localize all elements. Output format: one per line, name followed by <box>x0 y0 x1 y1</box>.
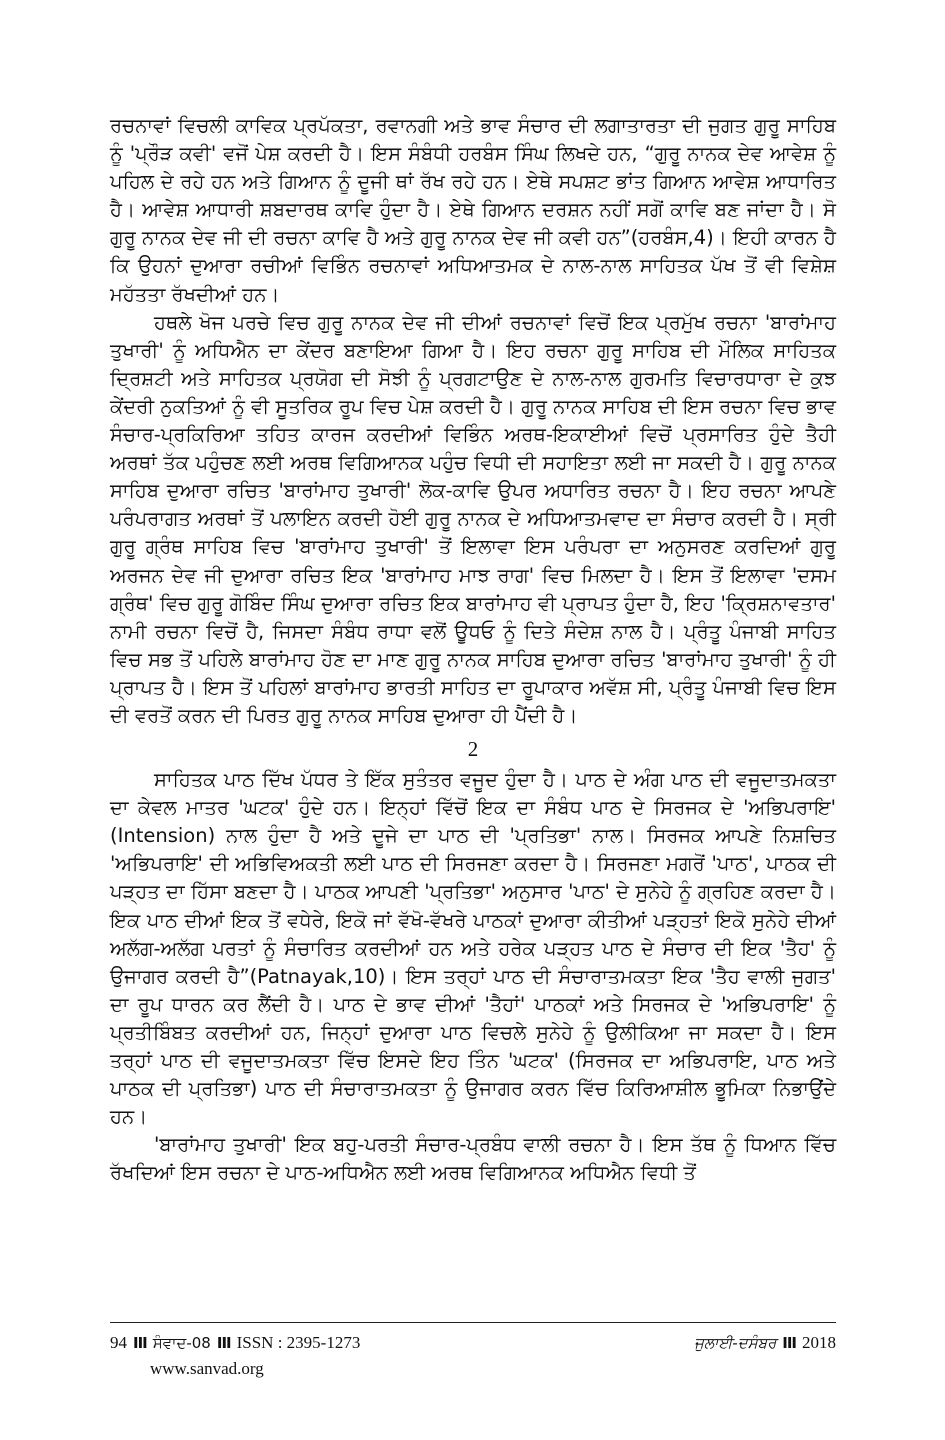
paragraph-baramah-method: 'ਬਾਰਾਂਮਾਹ ਤੁਖਾਰੀ' ਇਕ ਬਹੁ-ਪਰਤੀ ਸੰਚਾਰ-ਪ੍ਰਬੰਧ ਵਾਲੀ ਰਚਨਾ ਹੈ। ਇਸ ਤੱਥ ਨੂੰ ਧਿਆਨ ਵਿੱਚ ਰੱਖਦਿਆਂ ਇਸ ਰਚਨਾ ਦੇ ਪਾਠ-ਅਧਿਐਨ ਲਈ ਅਰਥ ਵਿਗਿਆਨਕ ਅਧਿਐਨ ਵਿਧੀ ਤੋਂ <box>110 1133 836 1185</box>
separator-bars: III <box>133 1334 147 1352</box>
issn: ISSN : 2395-1273 <box>236 1333 361 1352</box>
paragraph-text-theory: ਸਾਹਿਤਕ ਪਾਠ ਦਿੱਖ ਪੱਧਰ ਤੇ ਇੱਕ ਸੁਤੰਤਰ ਵਜੂਦ ਹੁੰਦਾ ਹੈ। ਪਾਠ ਦੇ ਅੰਗ ਪਾਠ ਦੀ ਵਜੂਦਾਤਮਕਤਾ ਦਾ ਕੇਵਲ ਮਾਤਰ 'ਘਟਕ' ਹੁੰਦੇ ਹਨ। ਇਨ੍ਹਾਂ ਵਿੱਚੋਂ ਇਕ ਦਾ ਸੰਬੰਧ ਪਾਠ ਦੇ ਸਿਰਜਕ ਦੇ 'ਅਭਿਪਰਾਇ' (Intension) ਨਾਲ ਹੁੰਦਾ ਹੈ ਅਤੇ ਦੂਜੇ ਦਾ ਪਾਠ ਦੀ 'ਪ੍ਰਤਿਭਾ' ਨਾਲ। ਸਿਰਜਕ ਆਪਣੇ ਨਿਸ਼ਚਿਤ 'ਅਭਿਪਰਾਇ' ਦੀ ਅਭਿਵਿਅਕਤੀ ਲਈ ਪਾਠ ਦੀ ਸਿਰਜਣਾ ਕਰਦਾ ਹੈ। ਸਿਰਜਣਾ ਮਗਰੋਂ 'ਪਾਠ', ਪਾਠਕ ਦੀ ਪੜ੍ਹਤ ਦਾ ਹਿੱਸਾ ਬਣਦਾ ਹੈ। ਪਾਠਕ ਆਪਣੀ 'ਪ੍ਰਤਿਭਾ' ਅਨੁਸਾਰ 'ਪਾਠ' ਦੇ ਸੁਨੇਹੇ ਨੂੰ ਗ੍ਰਹਿਣ ਕਰਦਾ ਹੈ। ਇਕ ਪਾਠ ਦੀਆਂ ਇਕ ਤੋਂ ਵਧੇਰੇ, ਇਕੋ ਜਾਂ ਵੱਖੋ-ਵੱਖਰੇ ਪਾਠਕਾਂ ਦੁਆਰਾ ਕੀਤੀਆਂ ਪੜ੍ਹਤਾਂ ਇਕੋ ਸੁਨੇਹੇ ਦੀਆਂ ਅਲੱਗ-ਅਲੱਗ ਪਰਤਾਂ ਨੂੰ ਸੰਚਾਰਿਤ ਕਰਦੀਆਂ ਹਨ ਅਤੇ ਹਰੇਕ ਪੜ੍ਹਤ ਪਾਠ ਦੇ ਸੰਚਾਰ ਦੀ ਇਕ 'ਤੈਹ' ਨੂੰ ਉਜਾਗਰ ਕਰਦੀ ਹੈ”(Patnayak,10)। ਇਸ ਤਰ੍ਹਾਂ ਪਾਠ ਦੀ ਸੰਚਾਰਾਤਮਕਤਾ ਇਕ 'ਤੈਹ ਵਾਲੀ ਜੁਗਤ' ਦਾ ਰੂਪ ਧਾਰਨ ਕਰ ਲੈਂਦੀ ਹੈ। ਪਾਠ ਦੇ ਭਾਵ ਦੀਆਂ 'ਤੈਹਾਂ' ਪਾਠਕਾਂ ਅਤੇ ਸਿਰਜਕ ਦੇ 'ਅਭਿਪਰਾਇ' ਨੂੰ ਪ੍ਰਤੀਬਿੰਬਤ ਕਰਦੀਆਂ ਹਨ, ਜਿਨ੍ਹਾਂ ਦੁਆਰਾ ਪਾਠ ਵਿਚਲੇ ਸੁਨੇਹੇ ਨੂੰ ਉਲੀਕਿਆ ਜਾ ਸਕਦਾ ਹੈ। ਇਸ ਤਰ੍ਹਾਂ ਪਾਠ ਦੀ ਵਜੂਦਾਤਮਕਤਾ ਵਿੱਚ ਇਸਦੇ ਇਹ ਤਿੰਨ 'ਘਟਕ' (ਸਿਰਜਕ ਦਾ ਅਭਿਪਰਾਇ, ਪਾਠ ਅਤੇ ਪਾਠਕ ਦੀ ਪ੍ਰਤਿਭਾ) ਪਾਠ ਦੀ ਸੰਚਾਰਾਤਮਕਤਾ ਨੂੰ ਉਜਾਗਰ ਕਰਨ ਵਿੱਚ ਕਿਰਿਆਸ਼ੀਲ ਭੂਮਿਕਾ ਨਿਭਾਉਂਦੇ ਹਨ। <box>110 768 836 1129</box>
separator-bars: III <box>216 1334 231 1352</box>
journal-name: ਸੰਵਾਦ-08 <box>152 1334 211 1352</box>
footer-divider <box>110 1322 836 1323</box>
website-link[interactable]: www.sanvad.org <box>150 1359 264 1378</box>
footer-right <box>694 1332 836 1354</box>
footer-left <box>110 1332 360 1354</box>
issue-year: 2018 <box>802 1333 836 1352</box>
paragraph-baramah-intro: ਹਥਲੇ ਖੋਜ ਪਰਚੇ ਵਿਚ ਗੁਰੂ ਨਾਨਕ ਦੇਵ ਜੀ ਦੀਆਂ ਰਚਨਾਵਾਂ ਵਿਚੋਂ ਇਕ ਪ੍ਰਮੁੱਖ ਰਚਨਾ 'ਬਾਰਾਂਮਾਹ ਤੁਖਾਰੀ' ਨੂੰ ਅਧਿਐਨ ਦਾ ਕੇਂਦਰ ਬਣਾਇਆ ਗਿਆ ਹੈ। ਇਹ ਰਚਨਾ ਗੁਰੂ ਸਾਹਿਬ ਦੀ ਮੌਲਿਕ ਸਾਹਿਤਕ ਦ੍ਰਿਸ਼ਟੀ ਅਤੇ ਸਾਹਿਤਕ ਪ੍ਰਯੋਗ ਦੀ ਸੋਝੀ ਨੂੰ ਪ੍ਰਗਟਾਉਣ ਦੇ ਨਾਲ-ਨਾਲ ਗੁਰਮਤਿ ਵਿਚਾਰਧਾਰਾ ਦੇ ਕੁਝ ਕੇਂਦਰੀ ਨੁਕਤਿਆਂ ਨੂੰ ਵੀ ਸੂਤਰਿਕ ਰੂਪ ਵਿਚ ਪੇਸ਼ ਕਰਦੀ ਹੈ। ਗੁਰੂ ਨਾਨਕ ਸਾਹਿਬ ਦੀ ਇਸ ਰਚਨਾ ਵਿਚ ਭਾਵ ਸੰਚਾਰ-ਪ੍ਰਕਿਰਿਆ ਤਹਿਤ ਕਾਰਜ ਕਰਦੀਆਂ ਵਿਭਿੰਨ ਅਰਥ-ਇਕਾਈਆਂ ਵਿਚੋਂ ਪ੍ਰਸਾਰਿਤ ਹੁੰਦੇ ਤੈਹੀ ਅਰਥਾਂ ਤੱਕ ਪਹੁੰਚਣ ਲਈ ਅਰਥ ਵਿਗਿਆਨਕ ਪਹੁੰਚ ਵਿਧੀ ਦੀ ਸਹਾਇਤਾ ਲਈ ਜਾ ਸਕਦੀ ਹੈ। ਗੁਰੂ ਨਾਨਕ ਸਾਹਿਬ ਦੁਆਰਾ ਰਚਿਤ 'ਬਾਰਾਂਮਾਹ ਤੁਖਾਰੀ' ਲੋਕ-ਕਾਵਿ ਉਪਰ ਅਧਾਰਿਤ ਰਚਨਾ ਹੈ। ਇਹ ਰਚਨਾ ਆਪਣੇ ਪਰੰਪਰਾਗਤ ਅਰਥਾਂ ਤੋਂ ਪਲਾਇਨ ਕਰਦੀ ਹੋਈ ਗੁਰੂ ਨਾਨਕ ਦੇ ਅਧਿਆਤਮਵਾਦ ਦਾ ਸੰਚਾਰ ਕਰਦੀ ਹੈ। ਸ੍ਰੀ ਗੁਰੂ ਗ੍ਰੰਥ ਸਾਹਿਬ ਵਿਚ 'ਬਾਰਾਂਮਾਹ ਤੁਖਾਰੀ' ਤੋਂ ਇਲਾਵਾ ਇਸ ਪਰੰਪਰਾ ਦਾ ਅਨੁਸਰਣ ਕਰਦਿਆਂ ਗੁਰੂ ਅਰਜਨ ਦੇਵ ਜੀ ਦੁਆਰਾ ਰਚਿਤ ਇਕ 'ਬਾਰਾਂਮਾਹ ਮਾਝ ਰਾਗ' ਵਿਚ ਮਿਲਦਾ ਹੈ। ਇਸ ਤੋਂ ਇਲਾਵਾ 'ਦਸਮ ਗ੍ਰੰਥ' ਵਿਚ ਗੁਰੂ ਗੋਬਿੰਦ ਸਿੰਘ ਦੁਆਰਾ ਰਚਿਤ ਇਕ ਬਾਰਾਂਮਾਹ ਵੀ ਪ੍ਰਾਪਤ ਹੁੰਦਾ ਹੈ, ਇਹ 'ਕ੍ਰਿਸ਼ਨਾਵਤਾਰ' ਨਾਮੀ ਰਚਨਾ ਵਿਚੋਂ ਹੈ, ਜਿਸਦਾ ਸੰਬੰਧ ਰਾਧਾ ਵਲੋਂ ਊਧਓ ਨੂੰ ਦਿਤੇ ਸੰਦੇਸ਼ ਨਾਲ ਹੈ। ਪ੍ਰੰਤੂ ਪੰਜਾਬੀ ਸਾਹਿਤ ਵਿਚ ਸਭ ਤੋਂ ਪਹਿਲੇ ਬਾਰਾਂਮਾਹ ਹੋਣ ਦਾ ਮਾਣ ਗੁਰੂ ਨਾਨਕ ਸਾਹਿਬ ਦੁਆਰਾ ਰਚਿਤ 'ਬਾਰਾਂਮਾਹ ਤੁਖਾਰੀ' ਨੂੰ ਹੀ ਪ੍ਰਾਪਤ ਹੈ। ਇਸ ਤੋਂ ਪਹਿਲਾਂ ਬਾਰਾਂਮਾਹ ਭਾਰਤੀ ਸਾਹਿਤ ਦਾ ਰੂਪਾਕਾਰ ਅਵੱਸ਼ ਸੀ, ਪ੍ਰੰਤੂ ਪੰਜਾਬੀ ਵਿਚ ਇਸ ਦੀ ਵਰਤੋਂ ਕਰਨ ਦੀ ਪਿਰਤ ਗੁਰੂ ਨਾਨਕ ਸਾਹਿਬ ਦੁਆਰਾ ਹੀ ਪੈਂਦੀ ਹੈ। <box>110 310 836 727</box>
issue-months: ਜੁਲਾਈ-ਦਸੰਬਰ <box>694 1334 777 1352</box>
article-body <box>110 112 836 1187</box>
separator-bars: III <box>782 1334 796 1352</box>
section-number: 2 <box>467 737 479 762</box>
page-number: 94 <box>110 1333 127 1352</box>
paragraph-continuation: ਰਚਨਾਵਾਂ ਵਿਚਲੀ ਕਾਵਿਕ ਪ੍ਰਪੱਕਤਾ, ਰਵਾਨਗੀ ਅਤੇ ਭਾਵ ਸੰਚਾਰ ਦੀ ਲਗਾਤਾਰਤਾ ਦੀ ਜੁਗਤ ਗੁਰੂ ਸਾਹਿਬ ਨੂੰ 'ਪ੍ਰੌੜ ਕਵੀ' ਵਜੋਂ ਪੇਸ਼ ਕਰਦੀ ਹੈ। ਇਸ ਸੰਬੰਧੀ ਹਰਬੰਸ ਸਿੰਘ ਲਿਖਦੇ ਹਨ, “ਗੁਰੂ ਨਾਨਕ ਦੇਵ ਆਵੇਸ਼ ਨੂੰ ਪਹਿਲ ਦੇ ਰਹੇ ਹਨ ਅਤੇ ਗਿਆਨ ਨੂੰ ਦੂਜੀ ਥਾਂ ਰੱਖ ਰਹੇ ਹਨ। ਏਥੇ ਸਪਸ਼ਟ ਭਾਂਤ ਗਿਆਨ ਆਵੇਸ਼ ਆਧਾਰਿਤ ਹੈ। ਆਵੇਸ਼ ਆਧਾਰੀ ਸ਼ਬਦਾਰਥ ਕਾਵਿ ਹੁੰਦਾ ਹੈ। ਏਥੇ ਗਿਆਨ ਦਰਸ਼ਨ ਨਹੀਂ ਸਗੋਂ ਕਾਵਿ ਬਣ ਜਾਂਦਾ ਹੈ। ਸੋ ਗੁਰੂ ਨਾਨਕ ਦੇਵ ਜੀ ਦੀ ਰਚਨਾ ਕਾਵਿ ਹੈ ਅਤੇ ਗੁਰੂ ਨਾਨਕ ਦੇਵ ਜੀ ਕਵੀ ਹਨ”(ਹਰਬੰਸ,4)। ਇਹੀ ਕਾਰਨ ਹੈ ਕਿ ਉਹਨਾਂ ਦੁਆਰਾ ਰਚੀਆਂ ਵਿਭਿੰਨ ਰਚਨਾਵਾਂ ਅਧਿਆਤਮਕ ਦੇ ਨਾਲ-ਨਾਲ ਸਾਹਿਤਕ ਪੱਖ ਤੋਂ ਵੀ ਵਿਸ਼ੇਸ਼ ਮਹੱਤਤਾ ਰੱਖਦੀਆਂ ਹਨ। <box>110 114 836 306</box>
